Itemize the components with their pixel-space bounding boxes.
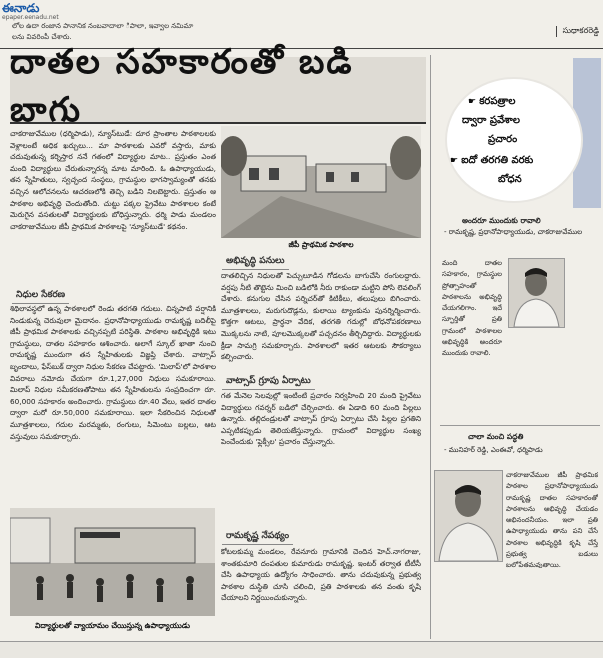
section-heading-funds: నిధుల సేకరణ <box>12 289 69 304</box>
quote-2-text: చాకరాజువేముల జీపీ ప్రాథమిక పాఠశాల ప్రధానోపాధ్యాయుడు రామకృష్ణ దాతల సహకారంతో పాఠశాలను అభివృద్ధి చేయడం అభినందనీయం. ఇలా ప్రతి ఉపాధ్యాయుడు తాను పని చేసే పాఠశాల అభివృద్ధికి కృషి చేస్తే ప్రభుత్వ బడులు బలోపేతమవుతాయి. <box>506 471 598 570</box>
masthead-url: epaper.eenadu.net <box>2 14 59 21</box>
quote-1-attr-text: - రామకృష్ణ, ప్రధానోపాధ్యాయుడు, చాకరాజువేముల <box>444 228 583 236</box>
portrait-meo <box>434 470 503 562</box>
quote-2-attribution <box>444 445 599 465</box>
funds-paragraph <box>10 303 216 503</box>
funds-text: శిథిలావస్థలో ఉన్న పాఠశాలలో రెండు తరగతి గదులు. చిన్నపాటి వర్షానికి నిండుకున్న చెరువులా మైదానం. ప్రధానోపాధ్యాయుడు రామకృష్ణ బదిలీపై జీపీ ప్రాథమిక పాఠశాలకు వచ్చినప్పటి పరిస్థితి. పాఠశాల అభివృద్ధికి ఇటు గ్రామస్థులు, దాతల సహకారం ఆశించారు. అలాగే స్కూల్ ఖాతా నుంచి రామకృష్ణ ముందుగా తన స్నేహితులకు విజ్ఞప్తి చేశారు. వాట్సాప్ బృందాలు, ఫేస్‌బుక్ ద్వారా నిధుల సేకరణ చేపట్టారు. 'మిలాప్'లో పాఠశాల వివరాలు నమోదు చేయగా రూ.1,27,000 నిధులు సమకూరాయి. మిలాప్ నిధుల సమీకరణతోపాటు తన స్నేహితులను సంప్రదించగా రూ. 60,000 సహకారం అందించారు. గ్రామస్థులు రూ.40 వేలు, ఇతర దాతల ద్వారా మరో రూ.50,000 సమకూరాయి. ఇలా సేకరించిన నిధులతో మూత్రశాలలు, గదుల మరమ్మతు, రంగులు, సిమెంటు బల్లలు, ఆట వస్తువులు సమకూర్చారు. <box>10 304 216 441</box>
background-text: కోటలకుమ్మ మండలం, రేవనూరు గ్రామానికి చెందిన హెచ్.నాగరాజు, శాంతకుమారి దంపతుల కుమారుడు రామకృష్ణ. ఇంటర్ తర్వాత టీటీసీ చేసి ఉపాధ్యాయ ఉద్యోగం సాధించారు. తాను చదువుకున్న ప్రభుత్వ పాఠశాల దుస్థితి చూసి చలించి, ప్రతి పాఠశాలకు తన వంతు కృషి చేయాలని నిర్ణయించుకున్నారు. <box>221 547 421 603</box>
quote-2-heading: చాలా మంచి పద్ధతి <box>468 432 524 441</box>
sidebar-divider <box>440 425 600 426</box>
newspaper-logo: ఈనాడు <box>2 1 40 15</box>
footer-strip <box>0 641 603 658</box>
background-paragraph <box>221 546 421 638</box>
portrait-ramakrishna <box>508 258 565 328</box>
quote-1-heading: అందరూ ముందుకు రావాలి <box>462 216 541 225</box>
headline-banner <box>10 41 426 130</box>
highlight-1-line-1: కరపత్రాల <box>479 96 516 107</box>
quote-1-text: మంది దాతల సహకారం, గ్రామస్థుల ప్రోత్సాహంతో పాఠశాలను అభివృద్ధి చేయగలిగాం. ఇదే స్ఫూర్తితో ప్రతి గ్రామంలో పాఠశాలల అభివృద్ధికి అందరూ ముందుకు రావాలి. <box>442 259 502 358</box>
highlight-bullet-2-line-2: బోధన <box>498 174 522 185</box>
quote-1-attribution <box>444 227 594 253</box>
highlight-bullet-2-line-1 <box>450 154 533 168</box>
students-photo <box>10 508 215 616</box>
headline: దాతల సహకారంతో బడి బాగు <box>10 41 354 130</box>
quote-2-attr-text: - మునిహర్ రెడ్డి, ఎంఈవో, ధర్మిపాడు <box>444 446 543 454</box>
development-text: దాతలిచ్చిన నిధులతో పెచ్చులూడిన గోడలను బాగుచేసి రంగులద్దారు. వర్షపు నీటి తొట్టెను మించి బడిలోకి నీరు రాకుండా మట్టిని పోసి లెవలింగ్ చేశారు. కనుగుల చేసిన పర్నిచర్‌తో కిటికీలు, తలుపులు బిగించారు. మూత్రశాలలు, మరుగుదొడ్లను, కులాయి ట్యాంకును పునర్నిర్మించారు. కొత్తగా ఆటలు, ప్రార్థనా వేదిక, తరగతి గదుల్లో బోధనోపకరణాలు మొక్కలను నాటి, పూలమొక్కలతో పచ్చదనం తీర్చిదిద్దారు. విద్యార్థులకు క్రీడా సామగ్రి సమకూర్చారు. పాఠశాలలో ఇతర ఆటలకు సౌకర్యాలు కల్పించారు. <box>221 271 421 362</box>
highlight-bullet-1-line-2: ద్వారా ప్రవేశాల <box>462 115 520 126</box>
section-heading-whatsapp: వాట్సాప్ గ్రూపు ఏర్పాటు <box>222 375 315 390</box>
lead-paragraph <box>10 128 216 283</box>
top-clip-line-2: లను వివరింపీ చేశారు. <box>12 33 72 41</box>
top-clip-line-1: లోల ఉదా రంజాన పానానిక నంబవాదాలా ిపాలా, ఇవ్వాల నమిమా <box>12 22 194 30</box>
quote-2-paragraph <box>506 470 598 636</box>
section-heading-background: రామకృష్ణ నేపథ్యం <box>222 530 293 545</box>
quote-1-paragraph <box>442 258 502 418</box>
whatsapp-text: గత మేనెల సెలవుల్లో ఇంటింటి ప్రచారం నిర్వహించి 20 మంది ప్రైవేటు విద్యార్థులు గవర్నర్ బడిలో చేర్పించారు. ఈ ఏడాది 60 మంది పిల్లలు ఉన్నారు. తల్లిదండ్రులతో వాట్సాప్ గ్రూపు ఏర్పాటు చేసి పిల్లల ప్రగతిని ఎప్పటికప్పుడు తెలియజేస్తున్నారు. గ్రామంలో విద్యార్థుల సంఖ్య పెంచేందుకు 'ఫ్లెక్సీల' ప్రచారం చేస్తున్నారు. <box>221 391 421 447</box>
highlight-bullet-1-line-1 <box>468 95 515 109</box>
development-paragraph <box>221 270 421 370</box>
school-photo-caption: జీపీ ప్రాథమిక పాఠశాల <box>288 240 354 249</box>
whatsapp-paragraph <box>221 390 421 508</box>
students-photo-caption: విద్యార్థులతో వ్యాయామం చేయిస్తున్న ఉపాధ్యాయుడు <box>35 621 190 630</box>
pointing-hand-icon: ☛ <box>468 97 480 107</box>
highlight-bullet-1-line-3: ప్రచారం <box>488 134 518 145</box>
lead-text: చాకరాజువేముల (ధర్మిపాడు), న్యూస్‌టుడే: దూర ప్రాంతాల పాఠశాలలకు వెళ్లాలంటే అధిక ఖర్చులు... మా పాఠశాలకు ఎవరో వస్తారు, మాకు చదువుతున్న కర్నిస్తార ననే గతంలో విద్యార్థుల మాట.. ప్రస్తుతం ఎంత మంది విద్యార్థులు చేరుతున్నారన్న మాట మారింది. ఓ ఉపాధ్యాయుడు, తన స్నేహితులు, స్వచ్ఛంద సంస్థలు, గ్రామస్థుల భాగస్వామ్యంతో తనకు వచ్చిన ఆలోచనలను ఆచరణలోకి తెచ్చి బడిని నిలబెట్టారు. ప్రస్తుతం ఆ పాఠశాల అభివృద్ధి చెందుతోంది. చుట్టు పక్కల ప్రైవేటు పాఠశాలల కంటే మెరుగైన వసతులతో విద్యార్థులకు బోధిస్తున్నారు. ధర్మి పాడు మండలం చాకరాజువేముల జీపీ ప్రాథమిక పాఠశాలపై 'న్యూస్‌టుడే' కథనం. <box>10 129 216 231</box>
highlight-2-line-1: ఐదో తరగతి వరకు <box>461 155 534 166</box>
section-heading-development: అభివృద్ధి పనులు <box>222 255 289 270</box>
writer-name: సుధాకరరెడ్డి <box>556 26 599 37</box>
column-divider <box>430 55 431 639</box>
school-photo <box>221 126 421 238</box>
pointing-hand-icon: ☛ <box>450 156 462 166</box>
